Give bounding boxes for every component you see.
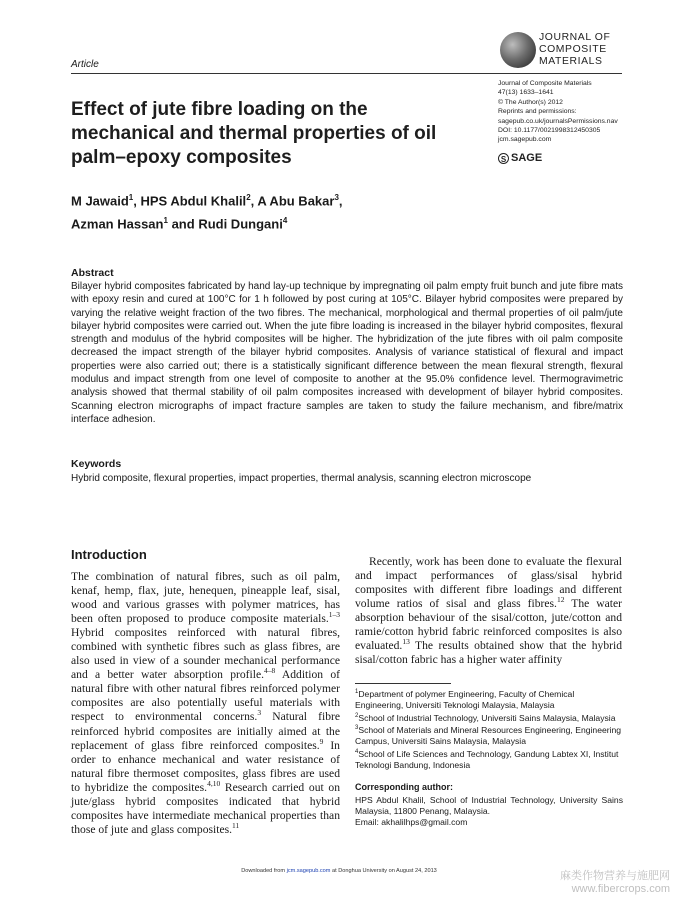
citation-reference[interactable]: 11 [232,820,240,830]
paragraph-text-run: Research carried out on jute/glass hybrid composites indicated that hybrid composites have intermediate mechanical properties than those of jute and glass composites. [71,780,340,836]
affiliation-item [355,725,623,747]
sage-logo-icon: S [498,153,509,164]
introduction-heading: Introduction [71,547,147,562]
corresponding-author-details [355,795,623,829]
affiliation-text: School of Materials and Mineral Resources Engineering, Engineering Campus, Universiti Sains Malaysia, Malaysia [355,724,622,747]
watermark-line-1: 麻类作物营养与施肥网 [560,870,670,882]
affiliation-item [355,689,623,711]
affiliation-item [355,713,623,724]
journal-logo-line-1: JOURNAL OF [539,32,611,43]
affiliations [355,689,623,772]
author-affiliation-mark: 1 [128,193,134,202]
header-rule [71,73,622,74]
abstract-text: Bilayer hybrid composites fabricated by hand lay-up technique by impregnating oil palm empty fruit bunch and jute fibre mats with epoxy resin and cured at 100°C for 1 h followed by post curing at 105°C. Bilayer hybrid composites were prepared by varying the relative weight fraction of the two fibres. The mechanical, morphological and thermal properties of oil palm/jute bilayer hybrid composites were carried out. When the jute fibre loading is increased in the bilayer hybrid composites, flexural strength and modulus of the hybrid composites will be higher. The hybridization of the jute fibres with oil palm composite decreased the impact strength of the bilayer hybrid composites. Analysis of variance statistical of flexural and impact properties were also carried out; there is a statistically significant difference between the mean flexural strength, flexural modulus and impact strength from one level of composite to another at the 95.0% confidence level. Thermogravimetric analysis showed that thermal stability of oil palm composites increased with development of bilayer hybrid composites. Scanning electron micrographs of impact fracture samples are taken to study the failure mechanism, and fibre/matrix interface adhesion. [71,281,623,425]
reprints-label: Reprints and permissions: [498,108,577,116]
paragraph-text-run: The water absorption behaviour of the sisal/cotton, jute/cotton and ramie/cotton hybrid fabric reinforced composites is also evaluated. [355,597,623,653]
introduction-right-column [355,555,622,667]
affiliation-number: 3 [355,725,359,732]
affiliation-number: 4 [355,748,359,755]
author-name: A Abu Bakar [257,193,335,209]
citation-reference[interactable]: 4,10 [207,778,221,788]
journal-logo-line-3: MATERIALS [539,56,603,67]
copyright: © The Author(s) 2012 [498,98,563,106]
author-name: M Jawaid [71,193,129,209]
journal-url[interactable]: jcm.sagepub.com [498,136,552,144]
citation-reference[interactable]: 12 [556,595,565,605]
watermark-line-2: www.fibercrops.com [571,883,670,895]
keywords-text: Hybrid composite, flexural properties, impact properties, thermal analysis, scanning electron microscope [71,473,532,484]
citation-reference[interactable]: 9 [319,736,324,746]
paragraph-text-run: The results obtained show that the hybrid sisal/cotton fabric has a higher water affinity [355,639,622,667]
journal-logo [498,32,628,72]
introduction-paragraph [71,570,340,836]
footer-suffix: at Donghua University on August 24, 2013 [332,868,437,874]
journal-info-block [498,79,638,145]
citation-reference[interactable]: 4–8 [264,666,276,676]
footer-prefix: Downloaded from [241,868,286,874]
corresponding-author-address: HPS Abdul Khalil, School of Industrial Technology, University Sains Malaysia, 11800 Penang, Malaysia. [355,795,623,817]
citation-reference[interactable]: 13 [402,637,410,647]
paragraph-text-run: Recently, work has been done to evaluate the flexural and impact performances of glass/sisal hybrid composites with different fibre loadings and different volume ratios of sisal and glass fibres. [355,555,622,611]
introduction-left-column [71,570,340,837]
sage-logo-text: SAGE [511,152,543,164]
affiliation-number: 1 [355,689,359,696]
journal-logo-circle-icon [500,32,536,68]
watermark [560,870,670,896]
doi[interactable]: DOI: 10.1177/0021998312450305 [498,127,601,135]
introduction-paragraph [355,555,622,667]
affiliation-text: Department of polymer Engineering, Faculty of Chemical Engineering, Universiti Teknologi Malaysia, Malaysia [355,689,575,711]
article-title: Effect of jute fibre loading on the mechanical and thermal properties of oil palm–epoxy composites [71,99,437,168]
abstract-heading: Abstract [71,267,114,279]
author-line-1: M Jawaid$^1$, HPS Abdul Khalil$^2$, A Abu Bakar$^3$, [71,193,343,209]
keywords-heading: Keywords [71,458,122,470]
sage-logo [498,152,542,164]
author-affiliation-mark: 4 [282,216,288,226]
author-list [71,188,431,235]
citation-reference[interactable]: 3 [257,708,262,718]
author-name: HPS Abdul Khalil [140,193,247,209]
footer-link[interactable]: jcm.sagepub.com [286,868,331,874]
journal-logo-line-2: COMPOSITE [539,44,607,55]
paragraph-text-run: In order to enhance mechanical and water resistance of natural fibre thermoset composites, glass fibres are used to hybridize the composites. [71,738,340,794]
corresponding-author-email[interactable]: Email: akhalilhps@gmail.com [355,817,468,828]
affiliation-text: School of Life Sciences and Technology, Gandung Labtex XI, Institut Teknologi Bandung, Indonesia [355,748,619,770]
author-affiliation-mark: 3 [334,193,339,202]
author-joiner: and [171,216,195,232]
permissions-link[interactable]: sagepub.co.uk/journalsPermissions.nav [498,117,618,125]
author-line-2 [71,211,431,234]
author-affiliation-mark: 1 [163,216,168,226]
affiliation-number: 2 [355,712,359,719]
citation-reference[interactable]: 1–3 [328,610,340,620]
paragraph-text-run: Hybrid composites reinforced with natural fibres, combined with synthetic fibres such as glass fibres, are also used in view of a sounder mechanical performance and a better water absorption profile. [71,626,340,682]
corresponding-author-heading: Corresponding author: [355,782,453,792]
affiliation-item [355,749,623,771]
article-type-label: Article [71,59,99,70]
paragraph-text-run: The combination of natural fibres, such as oil palm, kenaf, hemp, flax, jute, henequen, pineapple leaf, sisal, wood and various grasses with polymer matrices, has been often proposed to produce composite materials. [71,570,340,626]
author-affiliation-mark: 2 [246,193,251,202]
author-name: Rudi Dungani [198,216,283,232]
paragraph-text-run: Addition of natural fibre with other natural fibres reinforced polymer composites are also potentially useful materials with respect to environmental concerns. [71,668,341,724]
journal-name: Journal of Composite Materials [498,80,592,87]
author-name: Azman Hassan [71,216,164,232]
affiliation-text: School of Industrial Technology, Universiti Sains Malaysia, Malaysia [358,712,616,723]
affiliation-rule [355,683,451,684]
journal-volume: 47(13) 1633–1641 [498,89,554,97]
paragraph-text-run: Natural fibre reinforced hybrid composites are initially aimed at the replacement of glass fibre reinforced composites. [71,710,340,752]
